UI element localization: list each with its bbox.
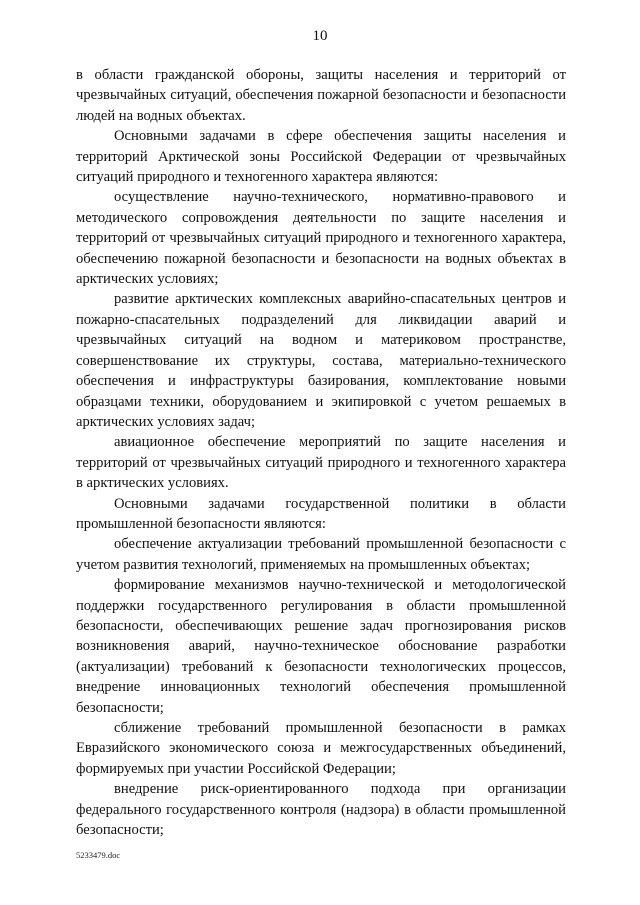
paragraph-6: Основными задачами государственной политики в области промышленной безопасности являются:	[76, 495, 566, 532]
paragraph-9: сближение требований промышленной безопасности в рамках Евразийского экономического союза и межгосударственных объединений, формируемых при участии Российской Федерации;	[76, 720, 566, 777]
paragraph-5: авиационное обеспечение мероприятий по защите населения и территорий от чрезвычайных ситуаций природного и техногенного характера в арктических условиях.	[76, 434, 566, 492]
body-text	[76, 65, 566, 840]
file-name-footer: 5233479.doc	[76, 850, 121, 860]
paragraph-8: формирование механизмов научно-технической и методологической поддержки государственного регулирования в области промышленной безопасности, обеспечивающих решение задач прогнозирования рисков возникновения аварий, научно-техническое обоснование разработки (актуализации) требований к безопасности технологических процессов, внедрение инновационных технологий обеспечения промышленной безопасности;	[76, 577, 566, 716]
page-number: 10	[312, 28, 328, 44]
paragraph-1: в области гражданской обороны, защиты населения и территорий от чрезвычайных ситуаций, обеспечения пожарной безопасности и безопасности людей на водных объектах.	[76, 67, 566, 124]
paragraph-10: внедрение риск-ориентированного подхода при организации федерального государственного контроля (надзора) в области промышленной безопасности;	[76, 781, 566, 839]
paragraph-3: осуществление научно-технического, нормативно-правового и методического сопровождения деятельности по защите населения и территорий от чрезвычайных ситуаций природного и техногенного характера, обеспечению пожарной безопасности и безопасности на водных объектах в арктических условиях;	[76, 189, 566, 288]
paragraph-2: Основными задачами в сфере обеспечения защиты населения и территорий Арктической зоны Российской Федерации от чрезвычайных ситуаций природного и техногенного характера являются:	[76, 128, 566, 186]
paragraph-7: обеспечение актуализации требований промышленной безопасности с учетом развития технологий, применяемых на промышленных объектах;	[76, 536, 566, 573]
paragraph-4: развитие арктических комплексных аварийно-спасательных центров и пожарно-спасательных подразделений для ликвидации аварий и чрезвычайных ситуаций на водном и материковом пространстве, совершенствование их структуры, состава, материально-технического обеспечения и инфраструктуры базирования, комплектование новыми образцами техники, оборудованием и экипировкой с учетом решаемых в арктических условиях задач;	[76, 291, 566, 430]
